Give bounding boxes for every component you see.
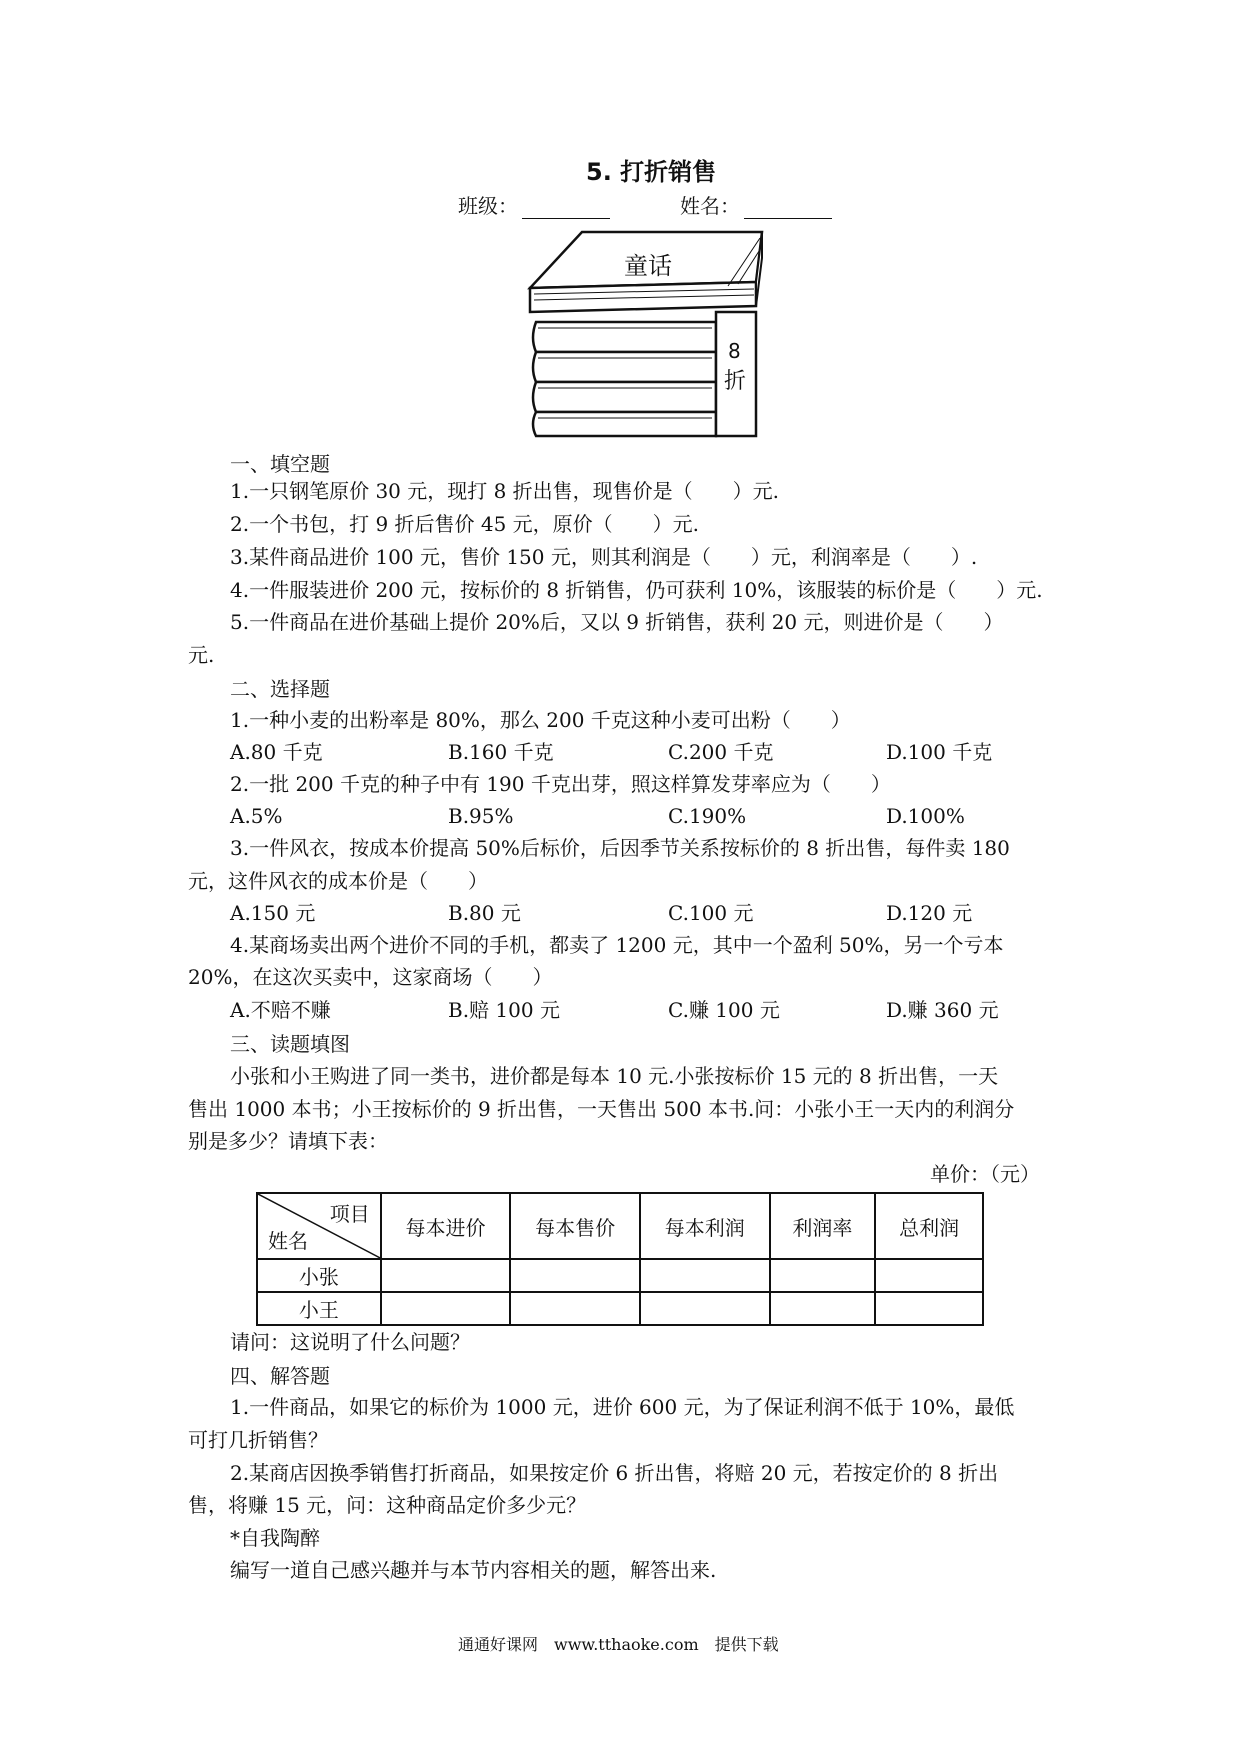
table-corner-cell — [257, 1193, 381, 1259]
table-cell[interactable] — [510, 1292, 640, 1325]
s2-question-2: 2.一批 200 千克的种子中有 190 千克出芽，照这样算发芽率应为（ ） — [230, 772, 891, 796]
table-cell[interactable] — [875, 1259, 983, 1292]
s4-question-2-cont: 售，将赚 15 元，问：这种商品定价多少元？ — [188, 1493, 587, 1517]
row-label-zhang: 小张 — [257, 1259, 381, 1292]
page-title: 5. 打折销售 — [586, 158, 717, 186]
section3-heading: 三、读题填图 — [230, 1032, 350, 1056]
s4-question-1: 1.一件商品，如果它的标价为 1000 元，进价 600 元，为了保证利润不低于 10%，最低 — [230, 1395, 1015, 1419]
section4-heading: 四、解答题 — [230, 1364, 330, 1388]
s1-question-3: 3.某件商品进价 100 元，售价 150 元，则其利润是（ ）元，利润率是（ ）. — [230, 545, 978, 569]
s3-paragraph-line-3: 别是多少？请填下表： — [188, 1129, 388, 1153]
s2-q2-option-b: B.95% — [448, 804, 514, 828]
section1-heading: 一、填空题 — [230, 452, 330, 476]
s4-question-1-cont: 可打几折销售？ — [188, 1428, 328, 1452]
book-stack-illustration — [520, 228, 770, 444]
footer-credit: 通通好课网 www.tthaoke.com 提供下载 — [458, 1635, 779, 1654]
table-cell[interactable] — [770, 1259, 876, 1292]
s2-q1-option-b: B.160 千克 — [448, 740, 554, 764]
profit-table — [256, 1192, 984, 1326]
name-label: 姓名： — [680, 194, 740, 218]
section2-heading: 二、选择题 — [230, 677, 330, 701]
name-blank[interactable] — [744, 198, 832, 219]
corner-top-label: 项目 — [329, 1202, 370, 1226]
table-row — [257, 1292, 983, 1325]
s2-q2-option-c: C.190% — [668, 804, 747, 828]
table-header-cost: 每本进价 — [381, 1193, 511, 1259]
table-row — [257, 1259, 983, 1292]
unit-label: 单价：（元） — [930, 1162, 1040, 1186]
s1-question-4: 4.一件服装进价 200 元，按标价的 8 折销售，仍可获利 10%，该服装的标价是（ ）元. — [230, 578, 1043, 602]
s3-paragraph-line-2: 售出 1000 本书；小王按标价的 9 折出售，一天售出 500 本书.问：小张小王一天内的利润分 — [188, 1097, 1015, 1121]
book-title: 童话 — [624, 252, 672, 280]
s2-question-3: 3.一件风衣，按成本价提高 50%后标价，后因季节关系按标价的 8 折出售，每件卖 180 — [230, 836, 1010, 860]
s4-question-2: 2.某商店因换季销售打折商品，如果按定价 6 折出售，将赔 20 元，若按定价的 8 折出 — [230, 1461, 999, 1485]
s2-q4-option-d: D.赚 360 元 — [886, 998, 999, 1022]
s2-q4-option-c: C.赚 100 元 — [668, 998, 780, 1022]
table-cell[interactable] — [640, 1292, 770, 1325]
table-cell[interactable] — [381, 1292, 511, 1325]
table-header-rate: 利润率 — [770, 1193, 876, 1259]
s2-question-4: 4.某商场卖出两个进价不同的手机，都卖了 1200 元，其中一个盈利 50%，另一个亏本 — [230, 933, 1004, 957]
s1-question-2: 2.一个书包，打 9 折后售价 45 元，原价（ ）元. — [230, 512, 700, 536]
s2-q1-option-c: C.200 千克 — [668, 740, 774, 764]
corner-bottom-label: 姓名 — [268, 1229, 308, 1253]
table-cell[interactable] — [510, 1259, 640, 1292]
s2-q4-option-a: A.不赔不赚 — [230, 998, 331, 1022]
extra-text: 编写一道自己感兴趣并与本节内容相关的题，解答出来. — [230, 1558, 717, 1582]
s2-question-4-cont: 20%，在这次买卖中，这家商场（ ） — [188, 965, 553, 989]
s2-q2-option-d: D.100% — [886, 804, 965, 828]
s1-question-5-cont: 元. — [188, 643, 215, 667]
row-label-wang: 小王 — [257, 1292, 381, 1325]
s2-q1-option-a: A.80 千克 — [230, 740, 323, 764]
class-field — [458, 190, 610, 219]
s2-q2-option-a: A.5% — [230, 804, 283, 828]
s2-q1-option-d: D.100 千克 — [886, 740, 993, 764]
table-cell[interactable] — [875, 1292, 983, 1325]
s2-q3-option-a: A.150 元 — [230, 901, 316, 925]
s3-paragraph-line-1: 小张和小王购进了同一类书，进价都是每本 10 元.小张按标价 15 元的 8 折出售，一天 — [230, 1064, 999, 1088]
table-cell[interactable] — [640, 1259, 770, 1292]
s3-question: 请问：这说明了什么问题？ — [230, 1330, 470, 1354]
s2-q3-option-b: B.80 元 — [448, 901, 521, 925]
table-header-price: 每本售价 — [510, 1193, 640, 1259]
tag-discount: 折 — [724, 369, 747, 394]
s2-q3-option-c: C.100 元 — [668, 901, 754, 925]
extra-heading: *自我陶醉 — [230, 1526, 320, 1550]
class-blank[interactable] — [522, 198, 610, 219]
table-header-total: 总利润 — [875, 1193, 983, 1259]
table-cell[interactable] — [381, 1259, 511, 1292]
table-cell[interactable] — [770, 1292, 876, 1325]
s2-q4-option-b: B.赔 100 元 — [448, 998, 560, 1022]
name-field — [680, 190, 832, 219]
s1-question-1: 1.一只钢笔原价 30 元，现打 8 折出售，现售价是（ ）元. — [230, 479, 780, 503]
s2-q3-option-d: D.120 元 — [886, 901, 973, 925]
tag-number: 8 — [728, 339, 741, 363]
s1-question-5: 5.一件商品在进价基础上提价 20%后，又以 9 折销售，获利 20 元，则进价是（ ） — [230, 610, 1004, 634]
table-header-profit: 每本利润 — [640, 1193, 770, 1259]
s2-question-1: 1.一种小麦的出粉率是 80%，那么 200 千克这种小麦可出粉（ ） — [230, 708, 851, 732]
s2-question-3-cont: 元，这件风衣的成本价是（ ） — [188, 869, 488, 893]
class-label: 班级： — [458, 194, 518, 218]
